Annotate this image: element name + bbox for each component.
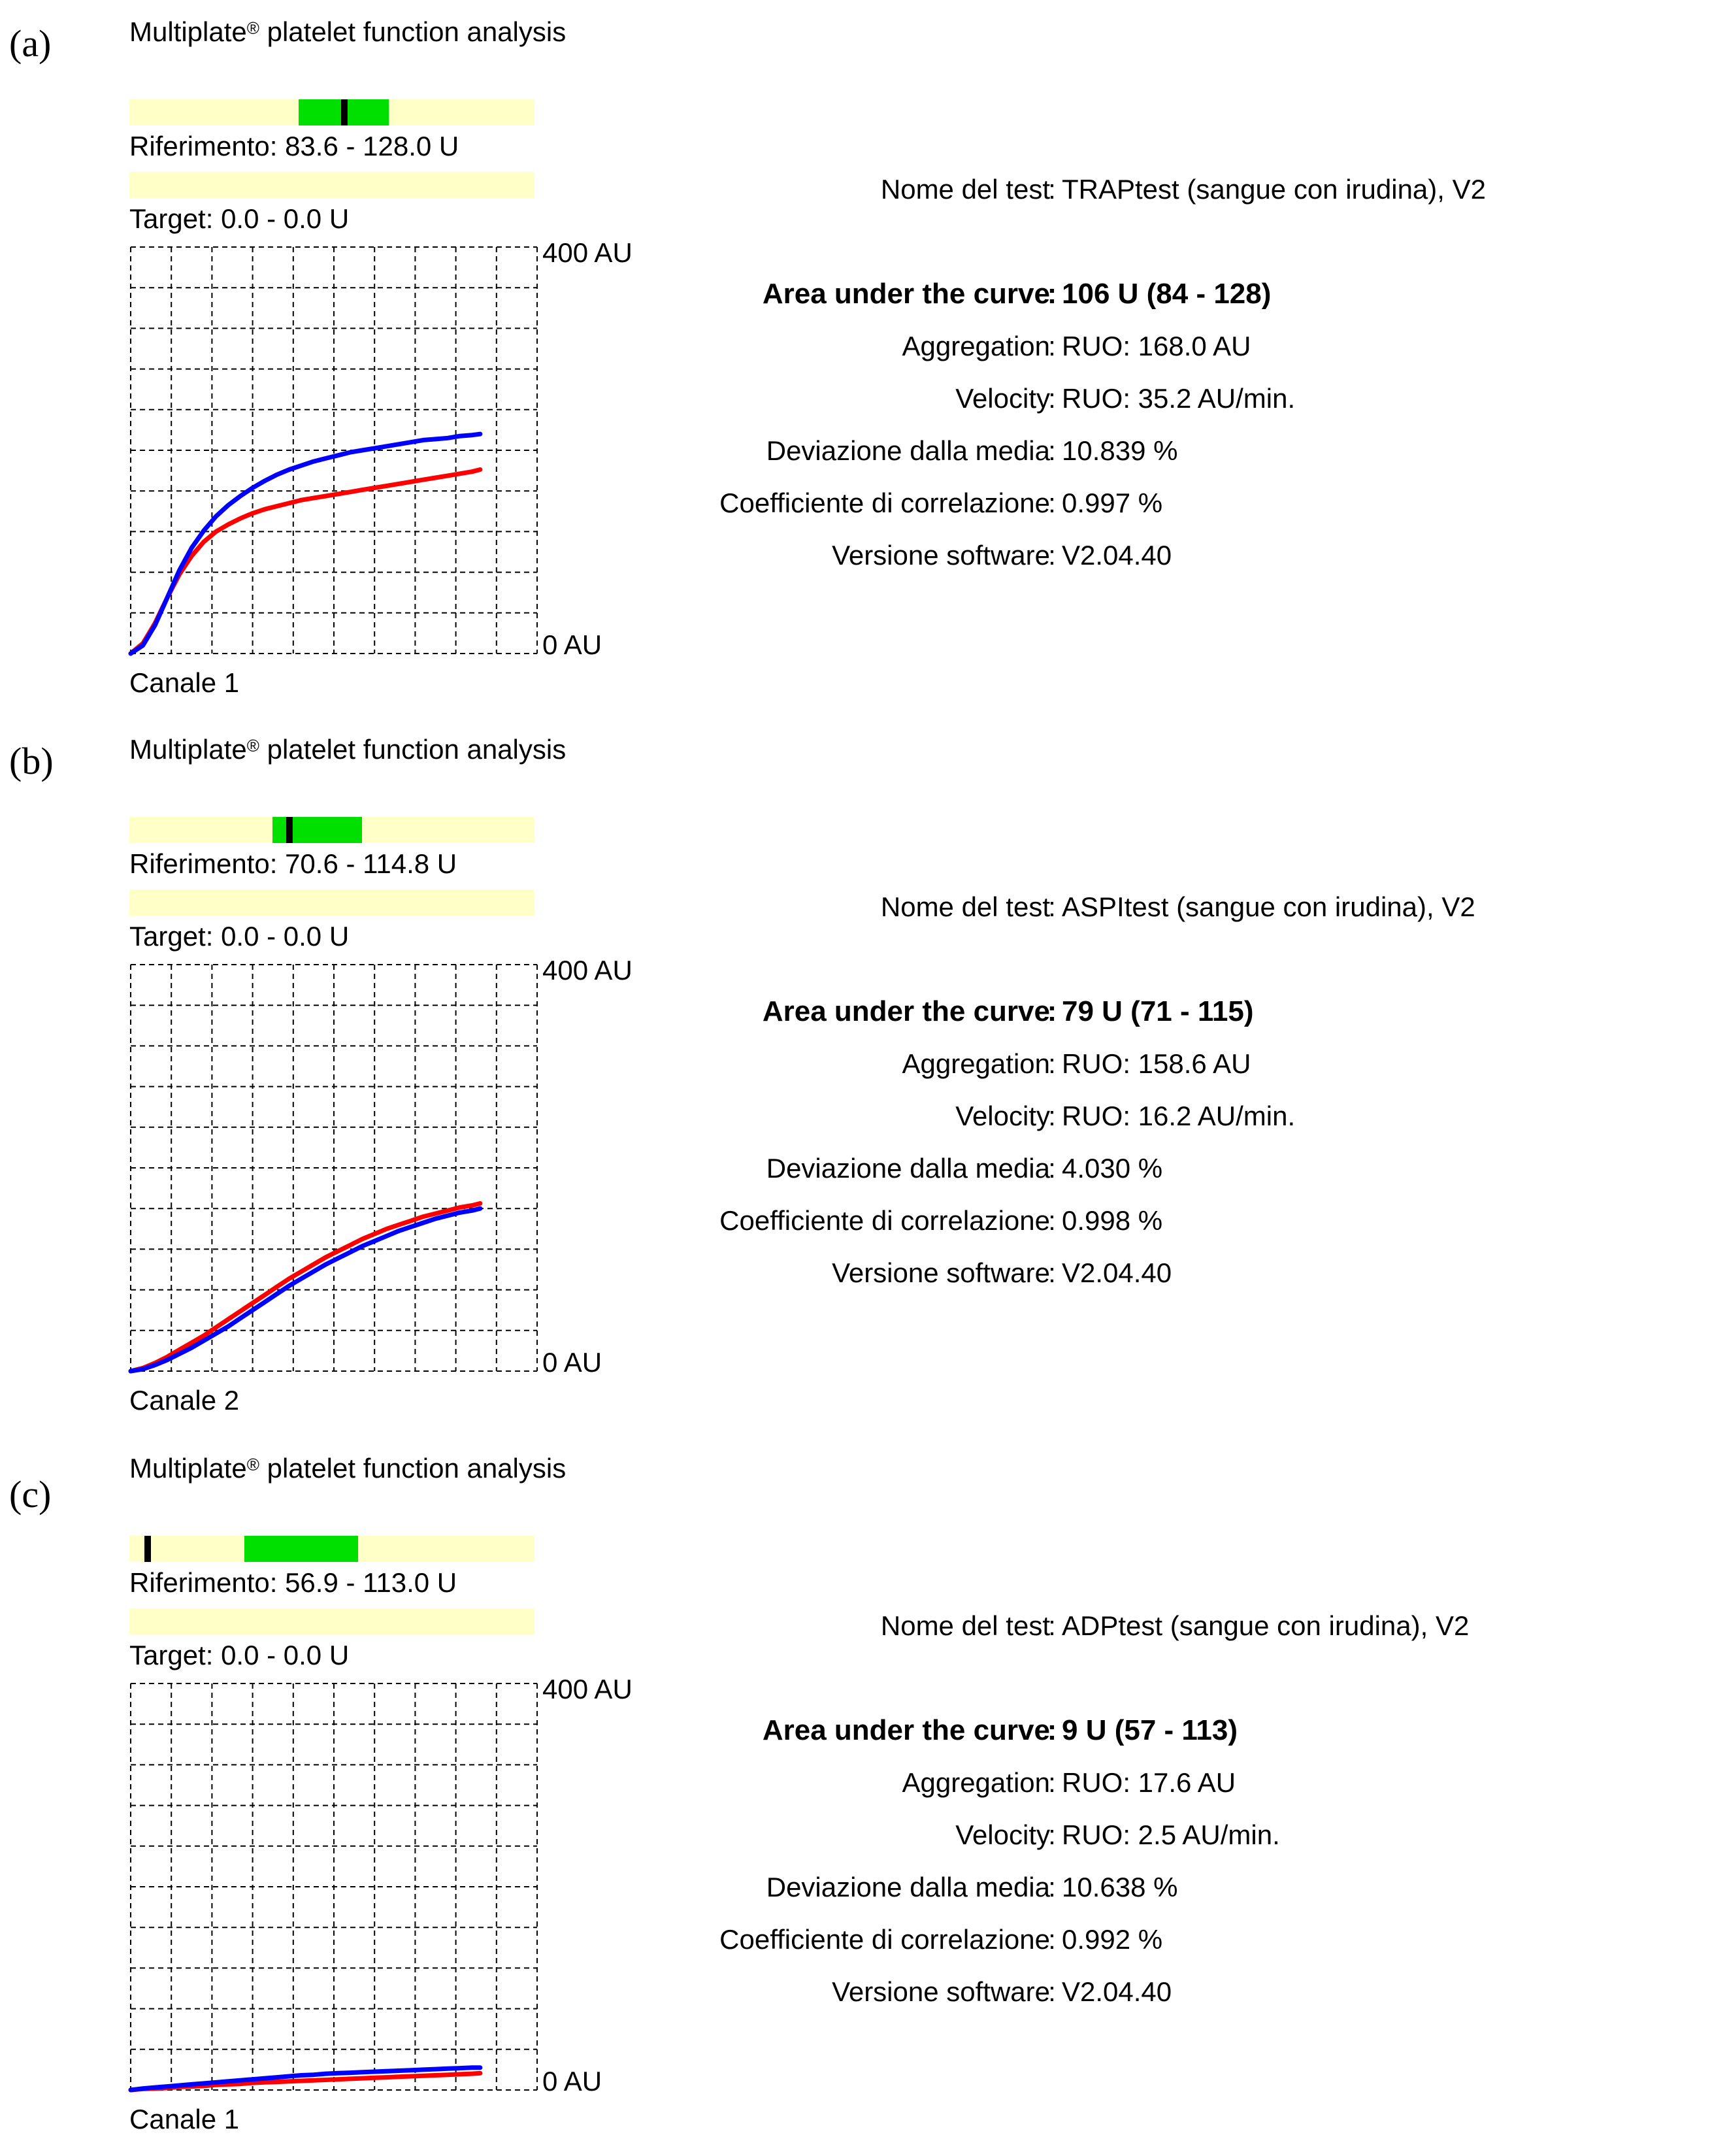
y-axis-max-label: 400 AU [542,237,633,268]
aggregation-chart [129,246,536,652]
separator: : [1048,1101,1056,1131]
separator: : [1048,1610,1056,1641]
auc-key: Area under the curve [762,278,1050,310]
aggregation-value: RUO: 158.6 AU [1062,1048,1251,1079]
velocity-value: RUO: 2.5 AU/min. [1062,1819,1280,1850]
velocity-key: Velocity [955,1819,1050,1850]
target-label: Target: 0.0 - 0.0 U [129,1640,350,1670]
separator: : [1048,383,1056,414]
separator: : [1048,1257,1056,1288]
app-title-rest: platelet function analysis [259,734,567,765]
aggregation-row [797,1044,1710,1084]
correlation-value: 0.992 % [1062,1924,1163,1955]
separator: : [1048,540,1056,571]
separator: : [1047,278,1057,310]
result-marker [286,817,293,843]
aggregation-row [797,327,1710,366]
reference-label: Riferimento: 70.6 - 114.8 U [129,848,457,879]
separator: : [1048,1205,1056,1236]
separator: : [1048,1153,1056,1184]
deviation-row [766,431,1710,471]
separator: : [1048,891,1056,922]
deviation-value: 10.839 % [1062,435,1178,466]
registered-mark: ® [246,18,259,38]
y-axis-min-label: 0 AU [542,2066,602,2097]
separator: : [1047,1714,1057,1746]
app-title-brand: Multiplate [129,1453,247,1484]
auc-row [762,1711,1710,1750]
software-value: V2.04.40 [1062,540,1172,571]
auc-value: 106 U (84 - 128) [1062,278,1272,310]
app-title [129,736,566,763]
curve-blue [131,434,480,654]
target-label: Target: 0.0 - 0.0 U [129,203,350,234]
software-value: V2.04.40 [1062,1976,1172,2007]
separator: : [1047,995,1057,1027]
separator: : [1048,1819,1056,1850]
panel-b [0,718,1710,1436]
test-name-key: Nome del test [880,891,1050,922]
panel-letter: (c) [9,1473,52,1516]
target-bar [129,172,534,198]
separator: : [1048,1767,1056,1798]
test-name-row [797,887,1710,927]
separator: : [1048,1924,1056,1955]
app-title [129,18,566,46]
aggregation-value: RUO: 17.6 AU [1062,1767,1236,1798]
software-value: V2.04.40 [1062,1257,1172,1288]
app-title-rest: platelet function analysis [259,1453,567,1484]
software-key: Versione software [832,540,1050,571]
correlation-key: Coefficiente di correlazione [719,488,1050,518]
correlation-row [719,1201,1710,1240]
test-name-value: ASPItest (sangue con irudina), V2 [1062,891,1475,922]
registered-mark: ® [246,736,259,755]
correlation-key: Coefficiente di correlazione [719,1205,1050,1236]
reference-bar [129,99,534,125]
correlation-value: 0.997 % [1062,488,1163,518]
app-title-rest: platelet function analysis [259,16,567,47]
aggregation-row [797,1763,1710,1802]
registered-mark: ® [246,1455,259,1474]
velocity-row [797,1816,1710,1855]
deviation-key: Deviazione dalla media [766,1872,1050,1902]
reference-label: Riferimento: 83.6 - 128.0 U [129,131,459,161]
deviation-row [766,1149,1710,1188]
test-name-value: TRAPtest (sangue con irudina), V2 [1062,174,1486,205]
app-title-brand: Multiplate [129,734,247,765]
software-key: Versione software [832,1257,1050,1288]
separator: : [1048,331,1056,361]
aggregation-key: Aggregation [902,1767,1050,1798]
reference-bar [129,1536,534,1562]
correlation-row [719,1920,1710,1959]
separator: : [1048,1048,1056,1079]
panel-letter: (a) [9,22,52,65]
aggregation-chart [129,1682,536,2089]
target-label: Target: 0.0 - 0.0 U [129,921,350,952]
auc-key: Area under the curve [762,995,1050,1027]
reference-range-fill [244,1536,358,1562]
separator: : [1048,1976,1056,2007]
deviation-value: 10.638 % [1062,1872,1178,1902]
auc-value: 9 U (57 - 113) [1062,1714,1238,1746]
test-name-value: ADPtest (sangue con irudina), V2 [1062,1610,1470,1641]
panel-c [0,1436,1710,2155]
auc-row [762,274,1710,314]
result-marker [341,99,348,125]
aggregation-chart [129,963,536,1370]
reference-label: Riferimento: 56.9 - 113.0 U [129,1567,457,1598]
channel-label: Canale 1 [129,667,240,698]
test-name-key: Nome del test [880,1610,1050,1641]
deviation-key: Deviazione dalla media [766,435,1050,466]
chart-svg [129,963,538,1372]
y-axis-max-label: 400 AU [542,955,633,986]
auc-key: Area under the curve [762,1714,1050,1746]
correlation-value: 0.998 % [1062,1205,1163,1236]
deviation-value: 4.030 % [1062,1153,1163,1184]
velocity-key: Velocity [955,383,1050,414]
separator: : [1048,1872,1056,1902]
test-name-key: Nome del test [880,174,1050,205]
test-name-row [797,1606,1710,1646]
channel-label: Canale 2 [129,1385,240,1416]
app-title [129,1455,566,1482]
target-bar [129,1608,534,1634]
y-axis-min-label: 0 AU [542,1347,602,1378]
curve-red [131,1203,480,1371]
y-axis-max-label: 400 AU [542,1674,633,1704]
app-title-brand: Multiplate [129,16,247,47]
velocity-row [797,1097,1710,1136]
result-marker [144,1536,151,1562]
panel-a [0,0,1710,719]
auc-row [762,992,1710,1031]
velocity-value: RUO: 16.2 AU/min. [1062,1101,1296,1131]
software-row [797,1972,1710,2012]
velocity-value: RUO: 35.2 AU/min. [1062,383,1296,414]
software-row [797,536,1710,575]
test-name-row [797,170,1710,209]
channel-label: Canale 1 [129,2104,240,2134]
deviation-key: Deviazione dalla media [766,1153,1050,1184]
target-bar [129,889,534,916]
correlation-row [719,484,1710,523]
velocity-key: Velocity [955,1101,1050,1131]
aggregation-key: Aggregation [902,331,1050,361]
correlation-key: Coefficiente di correlazione [719,1924,1050,1955]
velocity-row [797,379,1710,418]
aggregation-value: RUO: 168.0 AU [1062,331,1251,361]
software-key: Versione software [832,1976,1050,2007]
separator: : [1048,174,1056,205]
chart-svg [129,1682,538,2091]
deviation-row [766,1868,1710,1907]
separator: : [1048,488,1056,518]
y-axis-min-label: 0 AU [542,629,602,660]
software-row [797,1253,1710,1293]
reference-bar [129,817,534,843]
separator: : [1048,435,1056,466]
aggregation-key: Aggregation [902,1048,1050,1079]
chart-svg [129,246,538,655]
panel-letter: (b) [9,740,54,782]
auc-value: 79 U (71 - 115) [1062,995,1254,1027]
